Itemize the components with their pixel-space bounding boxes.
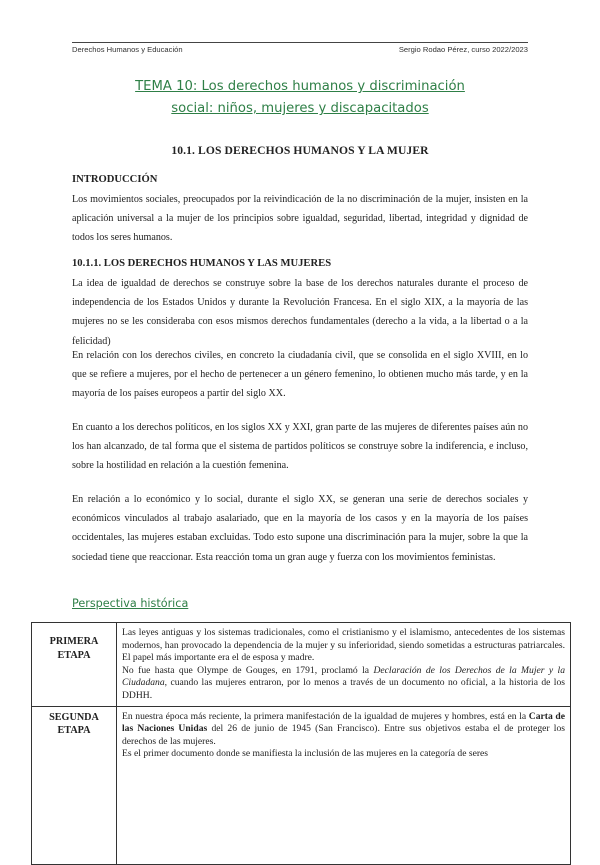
topic-title-line-1: TEMA 10: Los derechos humanos y discriminación (135, 79, 465, 94)
stage-cell (32, 706, 117, 864)
header-course: Derechos Humanos y Educación (72, 45, 183, 54)
table-row (32, 623, 571, 707)
stage-description (117, 623, 571, 707)
stage-cell (32, 623, 117, 707)
stage-text: Es el primer documento donde se manifiesta la inclusión de las mujeres en la categoría de seres (122, 748, 489, 760)
stage-text (122, 711, 565, 749)
stage-text-part: En nuestra época más reciente, la primera manifestación de la igualdad de mujeres y hombres, está en la (122, 710, 529, 722)
intro-heading: INTRODUCCIÓN (72, 174, 158, 185)
stage-label-line-1: SEGUNDA (49, 711, 99, 723)
topic-title (72, 76, 528, 120)
intro-paragraph: Los movimientos sociales, preocupados por la reivindicación de la no discriminación de la mujer, insisten en la aplicación universal a la mujer de los principios sobre igualdad, seguridad, libertad, integridad y dignidad de todos los seres humanos. (72, 194, 528, 244)
stage-text (122, 665, 565, 703)
topic-title-line-2: social: niños, mujeres y discapacitados (171, 101, 429, 116)
header-author: Sergio Rodao Pérez, curso 2022/2023 (398, 45, 528, 54)
stage-text-part: No fue hasta que Olympe de Gouges, en 1791, proclamó la (122, 664, 374, 676)
page-header (72, 45, 528, 54)
stage-description (117, 706, 571, 864)
stage-text-part: del 26 de junio de 1945 (San Francisco). Entre sus objetivos estaba el de proteger los derechos de las mujeres. (122, 723, 566, 747)
un-charter-name: Carta de las Naciones Unidas (122, 710, 566, 735)
subsection-heading: 10.1.1. LOS DERECHOS HUMANOS Y LAS MUJERES (72, 258, 332, 269)
paragraph-1: La idea de igualdad de derechos se construye sobre la base de los derechos naturales durante el proceso de independencia de los Estados Unidos y durante la Revolución Francesa. En el siglo XIX, a la mayoría de las mujeres no se les consideraba con esos mismos derechos fundamentales (derecho a la vida, a la libertad o a la felicidad) (72, 278, 528, 347)
stage-label-line-2: ETAPA (57, 725, 91, 737)
paragraph-2: En relación con los derechos civiles, en concreto la ciudadanía civil, que se consolida en el siglo XVIII, en lo que se refiere a mujeres, por el hecho de pertenecer a un género femenino, lo obtienen mucho más tarde, y en la mayoría de los países europeos a partir del siglo XX. (72, 350, 528, 400)
stage-text-part: , cuando las mujeres entraron, por lo menos a través de un documento no oficial, a la historia de los DDHH. (122, 677, 565, 701)
paragraph-4: En relación a lo económico y lo social, durante el siglo XX, se generan una serie de derechos sociales y económicos vinculados al trabajo asalariado, que en la mayoría de los casos y en la mayoría de los países occidentales, las mujeres estaban excluidas. Todo esto supone una discriminación para la mujer, sobre la que la sociedad tiene que reaccionar. Esta reacción toma un gran auge y fuerza con los movimientos feministas. (72, 494, 528, 563)
section-heading: 10.1. LOS DERECHOS HUMANOS Y LA MUJER (171, 144, 429, 157)
header-rule (72, 42, 528, 43)
stage-label-line-1: PRIMERA (49, 636, 99, 647)
paragraph-3: En cuanto a los derechos políticos, en los siglos XX y XXI, gran parte de las mujeres de diferentes países aún no los han alcanzado, de tal forma que el sistema de partidos políticos se construye sobre la indiferencia, e incluso, sobre la hostilidad en relación a la cuestión femenina. (72, 422, 528, 472)
declaration-title: Declaración de los Derechos de la Mujer y la Ciudadana (122, 664, 566, 689)
stage-label-line-2: ETAPA (57, 649, 91, 661)
perspective-heading: Perspectiva histórica (72, 597, 189, 610)
table-row (32, 706, 571, 864)
stage-text: Las leyes antiguas y los sistemas tradicionales, como el cristianismo y el islamismo, antecedentes de los sistemas modernos, han provocado la dependencia de la mujer y su inferioridad, siendo sometidas a estructuras patriarcales. El papel más importante era el de esposa y madre. (122, 627, 565, 664)
history-table (31, 622, 571, 865)
